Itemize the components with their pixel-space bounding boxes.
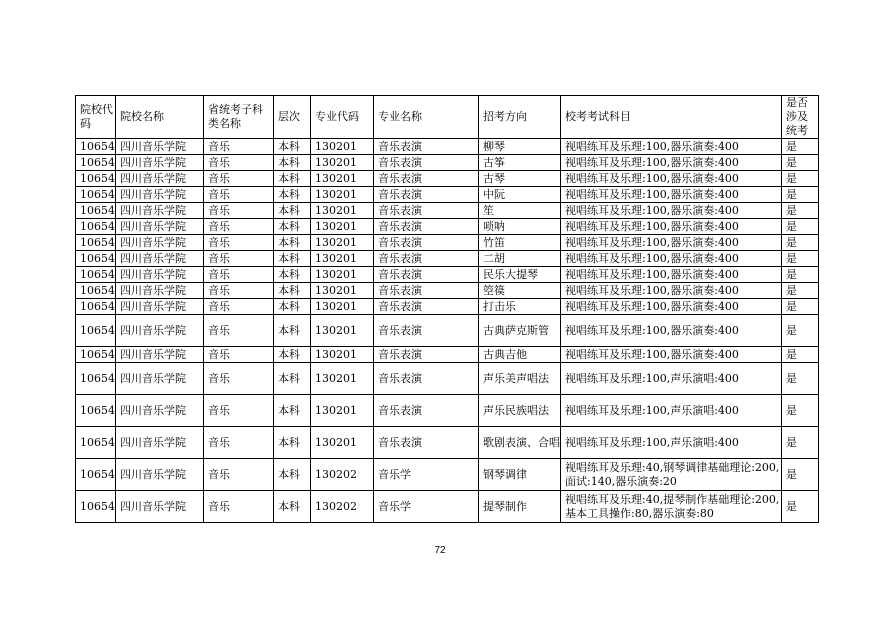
cell-unified-exam: 是: [782, 235, 819, 251]
table-header-row: [76, 96, 819, 139]
cell-major-name: 音乐表演: [374, 267, 479, 283]
cell-school-code: 10654: [76, 187, 116, 203]
cell-level: 本科: [274, 203, 311, 219]
cell-school-code: 10654: [76, 315, 116, 347]
cell-level: 本科: [274, 491, 311, 523]
cell-exam-subjects: 视唱练耳及乐理:100,器乐演奏:400: [561, 171, 782, 187]
cell-direction: 歌剧表演、合唱: [479, 427, 561, 459]
cell-major-code: 130201: [311, 187, 374, 203]
cell-subcategory: 音乐: [204, 395, 274, 427]
cell-unified-exam: 是: [782, 427, 819, 459]
header-major-name: 专业名称: [374, 96, 479, 139]
cell-level: 本科: [274, 171, 311, 187]
table-row: [76, 219, 819, 235]
cell-school-code: 10654: [76, 267, 116, 283]
cell-school-name: 四川音乐学院: [116, 315, 204, 347]
cell-school-code: 10654: [76, 363, 116, 395]
table-row: [76, 427, 819, 459]
table-row: [76, 235, 819, 251]
header-unified-exam: 是否涉及统考: [782, 96, 819, 139]
cell-school-name: 四川音乐学院: [116, 235, 204, 251]
cell-major-code: 130201: [311, 395, 374, 427]
cell-major-code: 130201: [311, 315, 374, 347]
cell-major-name: 音乐表演: [374, 171, 479, 187]
cell-exam-subjects: 视唱练耳及乐理:100,器乐演奏:400: [561, 139, 782, 155]
cell-major-code: 130201: [311, 283, 374, 299]
table-row: [76, 203, 819, 219]
cell-unified-exam: 是: [782, 491, 819, 523]
cell-level: 本科: [274, 187, 311, 203]
cell-exam-subjects: 视唱练耳及乐理:40,钢琴调律基础理论:200,面试:140,器乐演奏:20: [561, 459, 782, 491]
cell-direction: 民乐大提琴: [479, 267, 561, 283]
cell-school-code: 10654: [76, 235, 116, 251]
cell-subcategory: 音乐: [204, 459, 274, 491]
cell-exam-subjects: 视唱练耳及乐理:100,器乐演奏:400: [561, 347, 782, 363]
cell-exam-subjects: 视唱练耳及乐理:100,器乐演奏:400: [561, 251, 782, 267]
cell-unified-exam: 是: [782, 283, 819, 299]
cell-major-code: 130201: [311, 267, 374, 283]
cell-unified-exam: 是: [782, 299, 819, 315]
table-row: [76, 155, 819, 171]
cell-exam-subjects: 视唱练耳及乐理:100,声乐演唱:400: [561, 395, 782, 427]
cell-direction: 提琴制作: [479, 491, 561, 523]
cell-school-code: 10654: [76, 427, 116, 459]
cell-exam-subjects: 视唱练耳及乐理:100,器乐演奏:400: [561, 155, 782, 171]
cell-unified-exam: 是: [782, 459, 819, 491]
table-row: [76, 267, 819, 283]
cell-subcategory: 音乐: [204, 155, 274, 171]
cell-unified-exam: 是: [782, 155, 819, 171]
cell-subcategory: 音乐: [204, 427, 274, 459]
cell-exam-subjects: 视唱练耳及乐理:40,提琴制作基础理论:200,基本工具操作:80,器乐演奏:80: [561, 491, 782, 523]
cell-subcategory: 音乐: [204, 491, 274, 523]
cell-direction: 打击乐: [479, 299, 561, 315]
cell-subcategory: 音乐: [204, 187, 274, 203]
table-row: [76, 171, 819, 187]
cell-direction: 声乐民族唱法: [479, 395, 561, 427]
cell-unified-exam: 是: [782, 251, 819, 267]
cell-unified-exam: 是: [782, 187, 819, 203]
table-row: [76, 299, 819, 315]
cell-major-code: 130202: [311, 491, 374, 523]
table-row: [76, 139, 819, 155]
cell-direction: 古琴: [479, 171, 561, 187]
cell-direction: 古筝: [479, 155, 561, 171]
cell-school-name: 四川音乐学院: [116, 139, 204, 155]
cell-direction: 古典吉他: [479, 347, 561, 363]
cell-subcategory: 音乐: [204, 363, 274, 395]
cell-unified-exam: 是: [782, 139, 819, 155]
cell-unified-exam: 是: [782, 347, 819, 363]
cell-school-code: 10654: [76, 251, 116, 267]
header-exam-subjects: 校考考试科目: [561, 96, 782, 139]
cell-major-name: 音乐表演: [374, 203, 479, 219]
cell-school-code: 10654: [76, 139, 116, 155]
cell-exam-subjects: 视唱练耳及乐理:100,声乐演唱:400: [561, 363, 782, 395]
cell-level: 本科: [274, 347, 311, 363]
cell-level: 本科: [274, 219, 311, 235]
cell-school-name: 四川音乐学院: [116, 219, 204, 235]
cell-direction: 唢呐: [479, 219, 561, 235]
cell-major-code: 130201: [311, 235, 374, 251]
cell-subcategory: 音乐: [204, 171, 274, 187]
admissions-table: [75, 95, 819, 523]
cell-level: 本科: [274, 363, 311, 395]
cell-subcategory: 音乐: [204, 139, 274, 155]
cell-direction: 柳琴: [479, 139, 561, 155]
cell-major-name: 音乐表演: [374, 363, 479, 395]
cell-major-name: 音乐表演: [374, 235, 479, 251]
cell-direction: 古典萨克斯管: [479, 315, 561, 347]
cell-exam-subjects: 视唱练耳及乐理:100,声乐演唱:400: [561, 427, 782, 459]
cell-subcategory: 音乐: [204, 347, 274, 363]
cell-exam-subjects: 视唱练耳及乐理:100,器乐演奏:400: [561, 235, 782, 251]
cell-exam-subjects: 视唱练耳及乐理:100,器乐演奏:400: [561, 283, 782, 299]
cell-level: 本科: [274, 283, 311, 299]
cell-major-code: 130201: [311, 139, 374, 155]
cell-exam-subjects: 视唱练耳及乐理:100,器乐演奏:400: [561, 299, 782, 315]
cell-subcategory: 音乐: [204, 267, 274, 283]
cell-major-name: 音乐表演: [374, 395, 479, 427]
cell-exam-subjects: 视唱练耳及乐理:100,器乐演奏:400: [561, 187, 782, 203]
cell-school-code: 10654: [76, 283, 116, 299]
cell-major-name: 音乐表演: [374, 219, 479, 235]
cell-unified-exam: 是: [782, 203, 819, 219]
cell-subcategory: 音乐: [204, 299, 274, 315]
cell-level: 本科: [274, 395, 311, 427]
cell-major-code: 130202: [311, 459, 374, 491]
cell-major-code: 130201: [311, 219, 374, 235]
cell-level: 本科: [274, 315, 311, 347]
cell-level: 本科: [274, 459, 311, 491]
cell-major-name: 音乐表演: [374, 139, 479, 155]
cell-school-code: 10654: [76, 155, 116, 171]
table-row: [76, 347, 819, 363]
cell-subcategory: 音乐: [204, 235, 274, 251]
cell-major-name: 音乐学: [374, 459, 479, 491]
table-row: [76, 315, 819, 347]
table-row: [76, 363, 819, 395]
cell-level: 本科: [274, 155, 311, 171]
cell-school-code: 10654: [76, 395, 116, 427]
cell-unified-exam: 是: [782, 267, 819, 283]
cell-school-name: 四川音乐学院: [116, 267, 204, 283]
cell-unified-exam: 是: [782, 219, 819, 235]
cell-major-name: 音乐表演: [374, 299, 479, 315]
cell-level: 本科: [274, 139, 311, 155]
table-row: [76, 283, 819, 299]
cell-major-code: 130201: [311, 251, 374, 267]
cell-major-code: 130201: [311, 299, 374, 315]
cell-direction: 二胡: [479, 251, 561, 267]
cell-school-code: 10654: [76, 219, 116, 235]
cell-major-code: 130201: [311, 171, 374, 187]
cell-subcategory: 音乐: [204, 283, 274, 299]
cell-direction: 竹笛: [479, 235, 561, 251]
header-school-code: 院校代码: [76, 96, 116, 139]
cell-direction: 声乐美声唱法: [479, 363, 561, 395]
cell-major-code: 130201: [311, 427, 374, 459]
cell-school-code: 10654: [76, 203, 116, 219]
cell-unified-exam: 是: [782, 395, 819, 427]
cell-major-code: 130201: [311, 155, 374, 171]
cell-exam-subjects: 视唱练耳及乐理:100,器乐演奏:400: [561, 203, 782, 219]
table-row: [76, 187, 819, 203]
table-row: [76, 251, 819, 267]
cell-school-name: 四川音乐学院: [116, 283, 204, 299]
cell-unified-exam: 是: [782, 171, 819, 187]
cell-level: 本科: [274, 299, 311, 315]
table-row: [76, 459, 819, 491]
cell-major-name: 音乐表演: [374, 251, 479, 267]
cell-subcategory: 音乐: [204, 251, 274, 267]
cell-school-code: 10654: [76, 491, 116, 523]
cell-school-name: 四川音乐学院: [116, 363, 204, 395]
cell-school-name: 四川音乐学院: [116, 171, 204, 187]
cell-exam-subjects: 视唱练耳及乐理:100,器乐演奏:400: [561, 219, 782, 235]
cell-school-name: 四川音乐学院: [116, 203, 204, 219]
cell-level: 本科: [274, 267, 311, 283]
cell-school-name: 四川音乐学院: [116, 299, 204, 315]
cell-major-name: 音乐表演: [374, 187, 479, 203]
cell-school-name: 四川音乐学院: [116, 427, 204, 459]
cell-major-name: 音乐表演: [374, 347, 479, 363]
cell-direction: 笙: [479, 203, 561, 219]
cell-unified-exam: 是: [782, 363, 819, 395]
cell-school-name: 四川音乐学院: [116, 347, 204, 363]
page-number: 72: [434, 545, 446, 556]
cell-level: 本科: [274, 251, 311, 267]
cell-major-name: 音乐表演: [374, 283, 479, 299]
cell-major-name: 音乐学: [374, 491, 479, 523]
cell-major-code: 130201: [311, 363, 374, 395]
cell-direction: 钢琴调律: [479, 459, 561, 491]
cell-unified-exam: 是: [782, 315, 819, 347]
cell-major-code: 130201: [311, 203, 374, 219]
header-school-name: 院校名称: [116, 96, 204, 139]
cell-subcategory: 音乐: [204, 203, 274, 219]
cell-exam-subjects: 视唱练耳及乐理:100,器乐演奏:400: [561, 267, 782, 283]
table-row: [76, 491, 819, 523]
cell-level: 本科: [274, 427, 311, 459]
header-direction: 招考方向: [479, 96, 561, 139]
cell-school-code: 10654: [76, 459, 116, 491]
cell-major-code: 130201: [311, 347, 374, 363]
cell-school-code: 10654: [76, 299, 116, 315]
header-subcategory: 省统考子科类名称: [204, 96, 274, 139]
cell-major-name: 音乐表演: [374, 427, 479, 459]
cell-subcategory: 音乐: [204, 219, 274, 235]
cell-school-name: 四川音乐学院: [116, 395, 204, 427]
cell-direction: 中阮: [479, 187, 561, 203]
cell-level: 本科: [274, 235, 311, 251]
cell-school-name: 四川音乐学院: [116, 187, 204, 203]
cell-direction: 箜篌: [479, 283, 561, 299]
cell-major-name: 音乐表演: [374, 315, 479, 347]
cell-school-name: 四川音乐学院: [116, 251, 204, 267]
cell-major-name: 音乐表演: [374, 155, 479, 171]
cell-subcategory: 音乐: [204, 315, 274, 347]
cell-school-code: 10654: [76, 347, 116, 363]
cell-exam-subjects: 视唱练耳及乐理:100,器乐演奏:400: [561, 315, 782, 347]
table-row: [76, 395, 819, 427]
cell-school-name: 四川音乐学院: [116, 459, 204, 491]
cell-school-code: 10654: [76, 171, 116, 187]
header-major-code: 专业代码: [311, 96, 374, 139]
header-level: 层次: [274, 96, 311, 139]
cell-school-name: 四川音乐学院: [116, 491, 204, 523]
cell-school-name: 四川音乐学院: [116, 155, 204, 171]
